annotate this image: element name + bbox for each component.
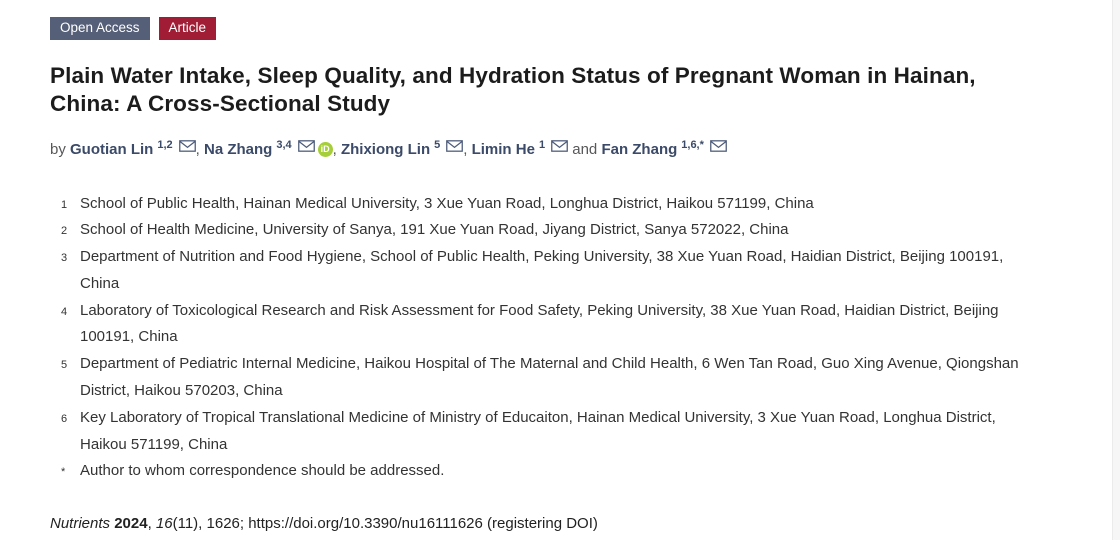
envelope-icon[interactable] [179, 139, 196, 156]
author-separator: and [568, 140, 602, 158]
affiliation-marker: 1 [61, 198, 68, 211]
citation-part: , [147, 515, 156, 533]
affiliation-text: Department of Nutrition and Food Hygiene, School of Public Health, Peking University, 38 Xue Yuan Road, Haidian District, Beijing 100191, China [80, 248, 1004, 292]
affiliation-item [50, 217, 1040, 244]
affiliation-text: Laboratory of Toxicological Research and Risk Assessment for Food Safety, Peking University, 38 Xue Yuan Road, Haidian District, Beijing 100191, China [80, 301, 999, 346]
doi-link[interactable]: https://doi.org/10.3390/nu16111626 [248, 515, 483, 533]
citation-part: (11), 1626; [172, 515, 249, 533]
affiliation-text: Author to whom correspondence should be addressed. [80, 462, 445, 480]
citation-part: (registering DOI) [482, 515, 598, 533]
citation-line [50, 515, 1060, 532]
envelope-icon[interactable] [298, 139, 315, 156]
article-title: Plain Water Intake, Sleep Quality, and Hydration Status of Pregnant Woman in Hainan, China: A Cross-Sectional Study [50, 62, 976, 116]
author-affiliation-sup: 1,6,* [681, 138, 704, 151]
author-separator: , [463, 140, 472, 158]
citation-part: 2024 [114, 515, 148, 533]
author-link[interactable]: Fan Zhang [601, 140, 678, 158]
author-affiliation-sup: 1 [538, 138, 546, 151]
affiliation-text: Department of Pediatric Internal Medicine, Haikou Hospital of The Maternal and Child Health, 6 Wen Tan Road, Guo Xing Avenue, Qiongshan District, Haikou 570203, China [80, 355, 1019, 400]
author-affiliation-sup: 1,2 [157, 138, 173, 151]
envelope-icon[interactable] [446, 139, 463, 156]
scrollbar[interactable] [1112, 0, 1120, 540]
affiliation-marker: 2 [61, 225, 68, 238]
orcid-icon[interactable]: iD [318, 142, 333, 157]
affiliation-item [50, 298, 1040, 352]
affiliation-item [50, 405, 1040, 459]
affiliation-text: School of Health Medicine, University of Sanya, 191 Xue Yuan Road, Jiyang District, Sanya 572022, China [80, 221, 789, 239]
affiliation-marker: 4 [61, 305, 68, 318]
badge-row [50, 17, 1060, 40]
author-link[interactable]: Limin He [471, 140, 535, 158]
affiliation-marker: 3 [61, 252, 68, 265]
byline-by-label: by [50, 140, 71, 158]
author-link[interactable]: Zhixiong Lin [340, 140, 431, 158]
open-access-badge: Open Access [50, 17, 150, 40]
affiliation-item [50, 351, 1040, 405]
affiliation-text: Key Laboratory of Tropical Translational Medicine of Ministry of Educaiton, Hainan Medical University, 3 Xue Yuan Road, Longhua District, Haikou 571199, China [80, 408, 996, 453]
author-affiliation-sup: 5 [434, 138, 441, 151]
affiliation-text: School of Public Health, Hainan Medical University, 3 Xue Yuan Road, Longhua District, Haikou 571199, China [80, 194, 814, 212]
affiliation-item [50, 244, 1040, 298]
article-badge: Article [159, 17, 217, 40]
author-separator: , [195, 140, 204, 158]
citation-part: 16 [155, 515, 173, 533]
envelope-icon[interactable] [710, 139, 727, 156]
citation-part: Nutrients [50, 515, 111, 533]
author-link[interactable]: Guotian Lin [70, 140, 154, 158]
affiliation-marker: 6 [61, 412, 68, 425]
affiliation-item [50, 458, 1040, 485]
author-separator: , [332, 140, 341, 158]
author-byline [50, 139, 1060, 158]
author-link[interactable]: Na Zhang [203, 140, 273, 158]
affiliation-marker: 5 [61, 359, 68, 372]
affiliation-marker: * [61, 466, 66, 479]
author-affiliation-sup: 3,4 [276, 138, 292, 151]
affiliation-list [50, 191, 1040, 486]
affiliation-item [50, 191, 1040, 218]
envelope-icon[interactable] [551, 139, 568, 156]
